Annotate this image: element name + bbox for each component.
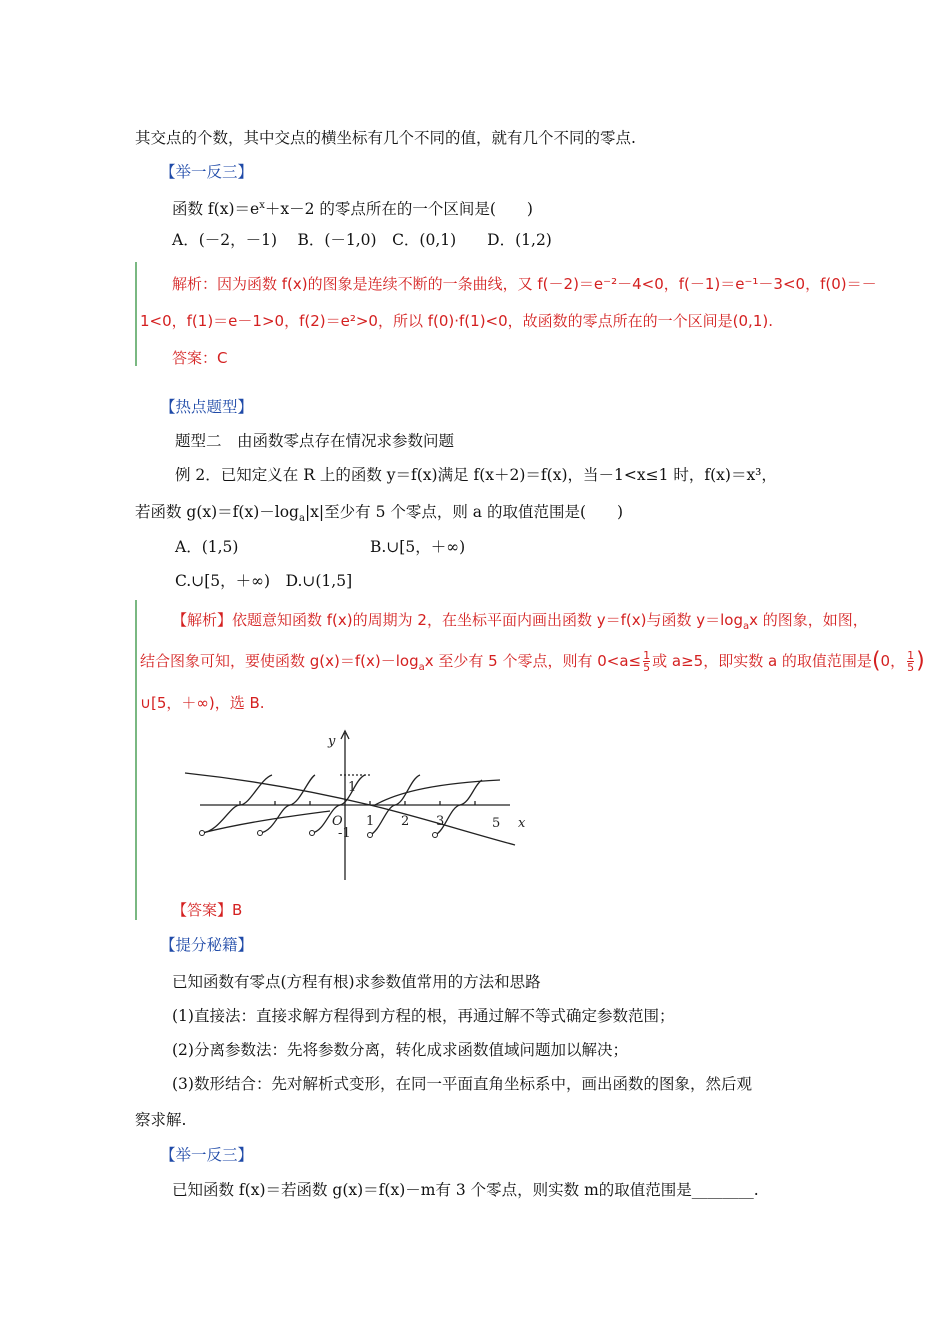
x-tick-1: 1	[366, 814, 375, 829]
question-1: 函数 $f(x)=e^x+x-2$ 的零点所在的一个区间是( )	[172, 200, 533, 219]
example-2-line-1: 例 2．已知定义在 R 上的函数 y＝f(x)满足 f(x＋2)＝f(x)，当－1<x≤1 时，f(x)＝x³，	[175, 466, 777, 484]
y-label: y	[328, 734, 336, 749]
tips-item-1: (1)直接法：直接求解方程得到方程的根，再通过解不等式确定参数范围；	[172, 1007, 675, 1025]
solution-1-line-2: 1<0，f(1)＝e－1>0，f(2)＝e²>0，所以 f(0)·f(1)<0，故函数的零点所在的一个区间是(0,1).	[140, 312, 773, 330]
solution-1-answer: 答案：C	[172, 349, 228, 367]
type-title: 题型二 由函数零点存在情况求参数问题	[175, 432, 455, 450]
solution-2-line-3: ∪[5，＋∞)，选 B.	[140, 694, 265, 712]
question-final: 已知函数 f(x)＝若函数 g(x)＝f(x)－m有 3 个零点，则实数 m的取值范围是________.	[172, 1181, 759, 1199]
cubic-seg-1	[202, 775, 272, 833]
origin-label: O	[332, 814, 343, 829]
example-2-line-2: 若函数 $g(x)=f(x)-\log_a|x|$至少有 5 个零点，则 a 的取值范围是( )	[135, 503, 624, 525]
example-2-option-cd: C.∪[5，＋∞) D.∪(1,5]	[175, 572, 353, 590]
section-tag-hot-topic: 【热点题型】	[160, 398, 254, 416]
solution-2-answer: 【答案】B	[172, 901, 243, 919]
solution-2-bar	[135, 600, 137, 920]
intro-line: 其交点的个数，其中交点的横坐标有几个不同的值，就有几个不同的零点.	[135, 129, 636, 147]
log-curve-increasing	[375, 780, 500, 805]
x-tick-5: 5	[492, 816, 501, 831]
tips-item-3-cont: 察求解.	[135, 1111, 187, 1129]
y-tick-neg-1: -1	[338, 826, 351, 841]
example-2-option-b: B.∪[5，＋∞)	[370, 538, 466, 556]
section-tag-tips: 【提分秘籍】	[160, 936, 254, 954]
x-tick-3: 3	[436, 814, 445, 829]
solution-1-bar	[135, 262, 137, 366]
function-graph	[180, 725, 530, 883]
tips-title: 已知函数有零点(方程有根)求参数值常用的方法和思路	[172, 973, 541, 991]
question-1-options: A．(－2，－1) B．(－1,0) C．(0,1) D．(1,2)	[172, 231, 552, 249]
solution-1-line-1: 解析：因为函数 f(x)的图象是连续不断的一条曲线，又 f(－2)＝e⁻²－4<0，f(－1)＝e⁻¹－3<0，f(0)＝－	[172, 275, 877, 293]
fraction-one-fifth-range: $\frac{1}{5}$	[907, 649, 915, 674]
x-tick-2: 2	[401, 814, 410, 829]
x-label: x	[518, 816, 526, 831]
solution-2-line-1: 【解析】依题意知函数 f(x)的周期为 2，在坐标平面内画出函数 y＝f(x)与函数 $y=\log_ax$ 的图象，如图，	[172, 611, 868, 632]
example-2-option-a: A．(1,5)	[175, 538, 239, 556]
fraction-one-fifth: $\frac{1}{5}$	[643, 649, 651, 674]
section-tag-practice-2: 【举一反三】	[160, 1146, 254, 1164]
tips-item-3: (3)数形结合：先对解析式变形，在同一平面直角坐标系中，画出函数的图象，然后观	[172, 1075, 752, 1093]
tips-item-2: (2)分离参数法：先将参数分离，转化成求函数值域问题加以解决；	[172, 1041, 628, 1059]
y-tick-1: 1	[348, 780, 357, 795]
section-tag-practice: 【举一反三】	[160, 163, 254, 181]
solution-2-line-2: 结合图象可知，要使函数 $g(x)=f(x)-\log_ax$ 至少有 5 个零点，则有 0<a≤ $\frac{1}{5}$ 或 a≥5，即实数 a 的取值范围是(0， $\frac{1}{5}$ )	[140, 648, 925, 674]
